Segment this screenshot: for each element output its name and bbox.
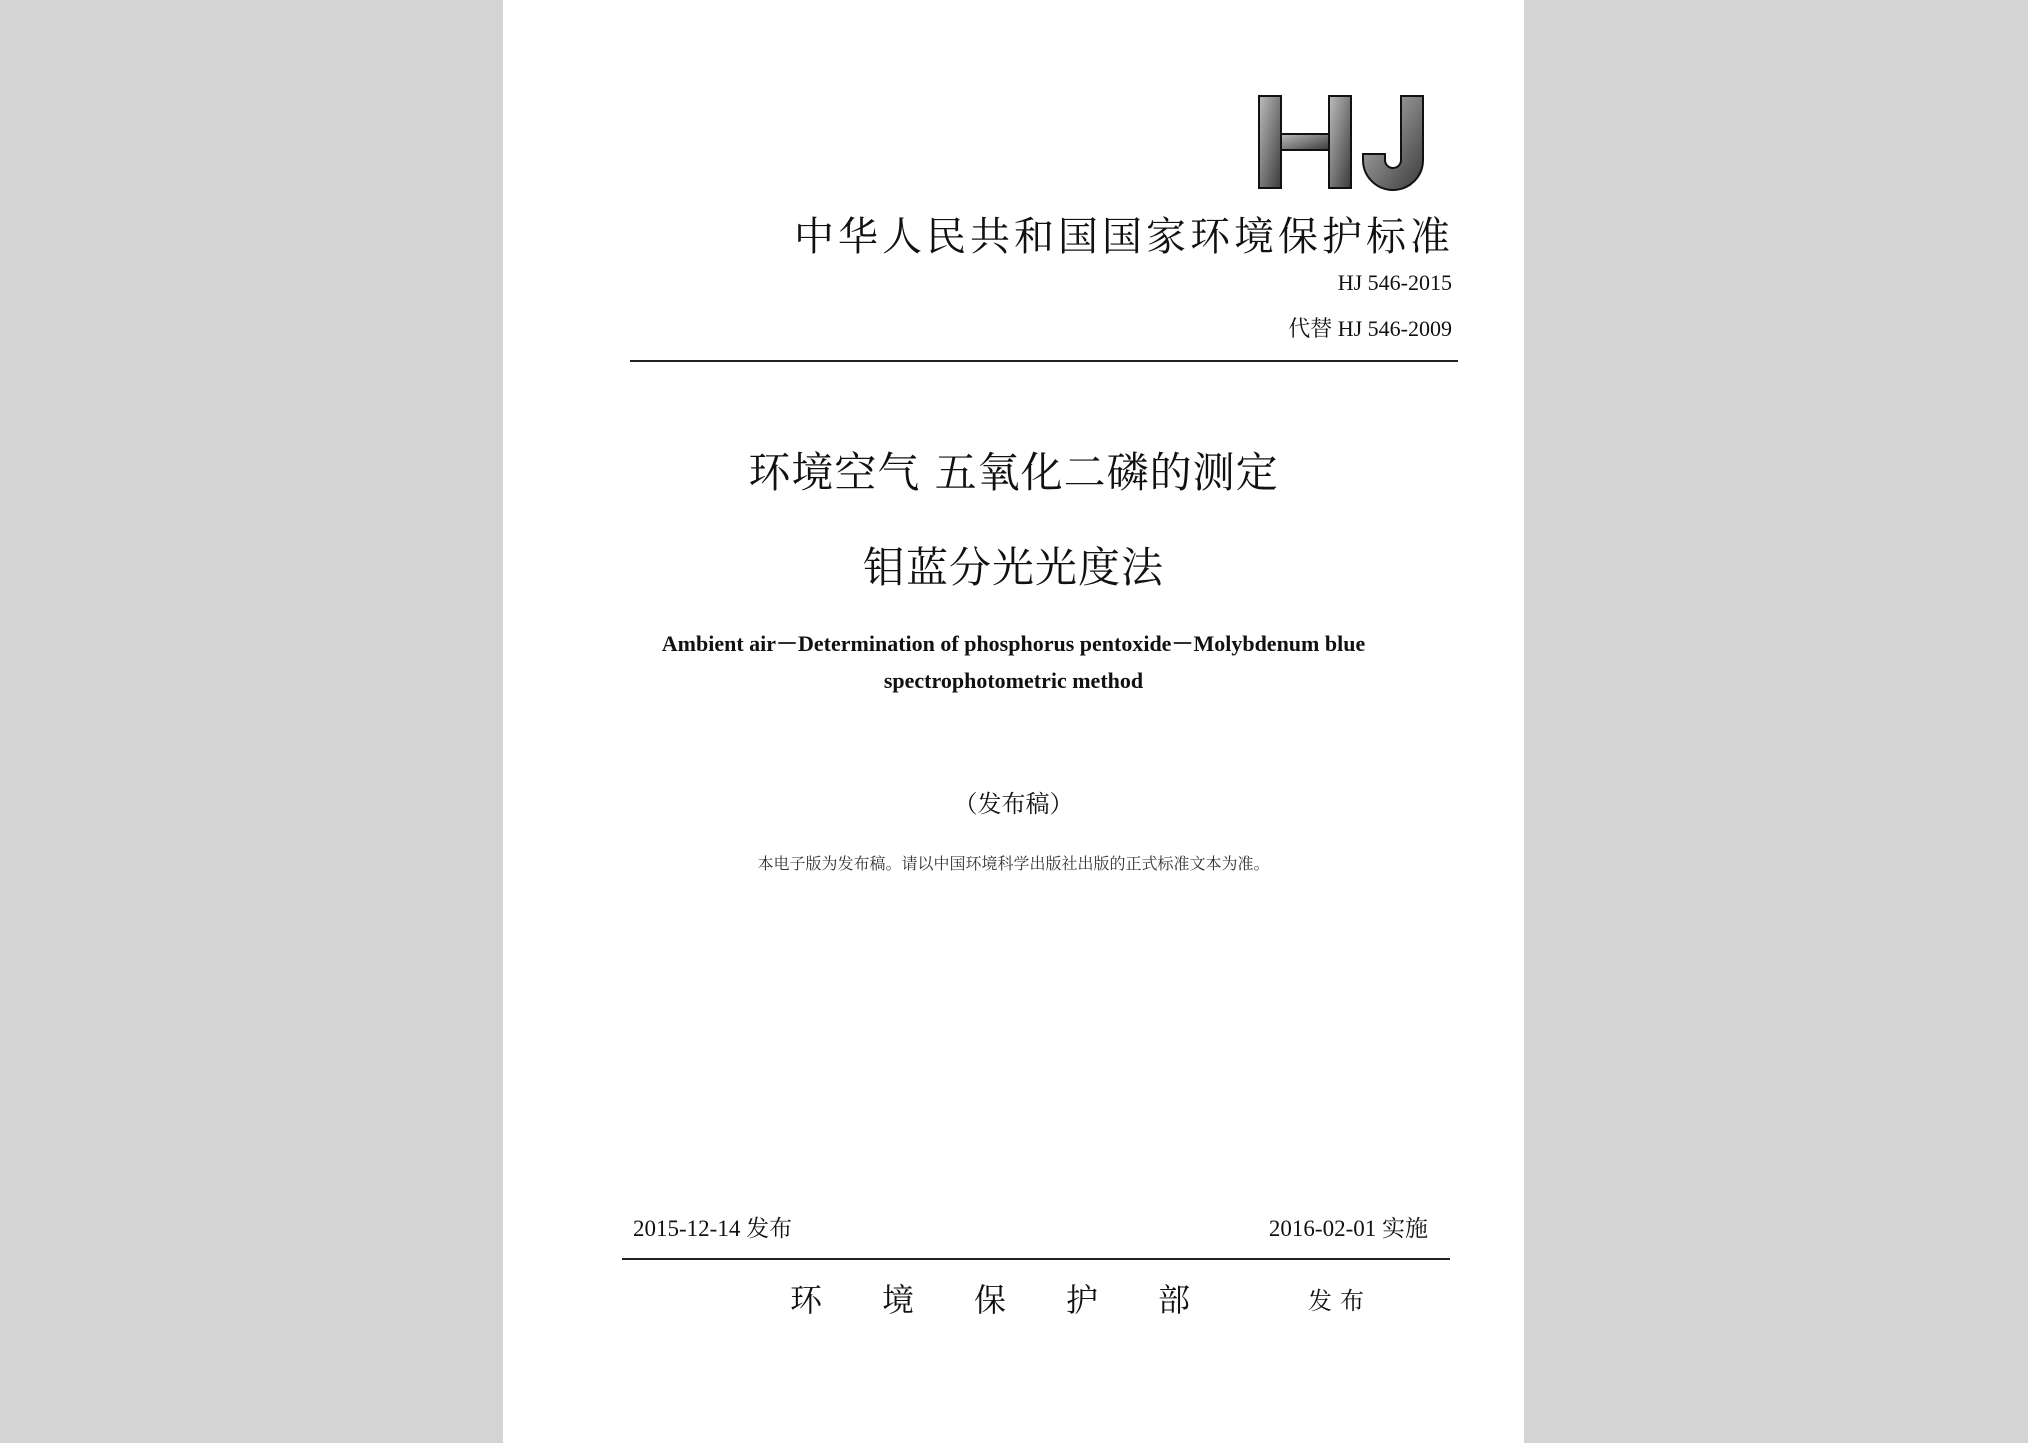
agency-title: 中华人民共和国国家环境保护标准 bbox=[794, 214, 1454, 260]
issuing-ministry: 环境保护部 bbox=[790, 1281, 1251, 1319]
footer-divider bbox=[622, 1258, 1450, 1260]
draft-label: （发布稿） bbox=[953, 790, 1074, 818]
header-divider bbox=[630, 360, 1458, 362]
issued-label: 发布 bbox=[1308, 1287, 1372, 1315]
standard-number: HJ 546-2015 bbox=[1337, 270, 1452, 295]
hj-logo bbox=[752, 92, 1432, 192]
title-en-line2: spectrophotometric method bbox=[883, 668, 1144, 693]
edition-notice: 本电子版为发布稿。请以中国环境科学出版社出版的正式标准文本为准。 bbox=[757, 854, 1270, 873]
title-zh-line1: 环境空气 五氧化二磷的测定 bbox=[748, 448, 1279, 497]
implementation-date: 2016-02-01 实施 bbox=[1268, 1216, 1428, 1241]
hj-logo-icon bbox=[1255, 92, 1432, 192]
title-en-line1: Ambient air－Determination of phosphorus pentoxide－Molybdenum blue bbox=[661, 631, 1366, 656]
title-zh-line2: 钼蓝分光光度法 bbox=[862, 543, 1164, 592]
issue-date: 2015-12-14 发布 bbox=[633, 1216, 793, 1241]
replaces-standard: 代替 HJ 546-2009 bbox=[1288, 316, 1452, 341]
